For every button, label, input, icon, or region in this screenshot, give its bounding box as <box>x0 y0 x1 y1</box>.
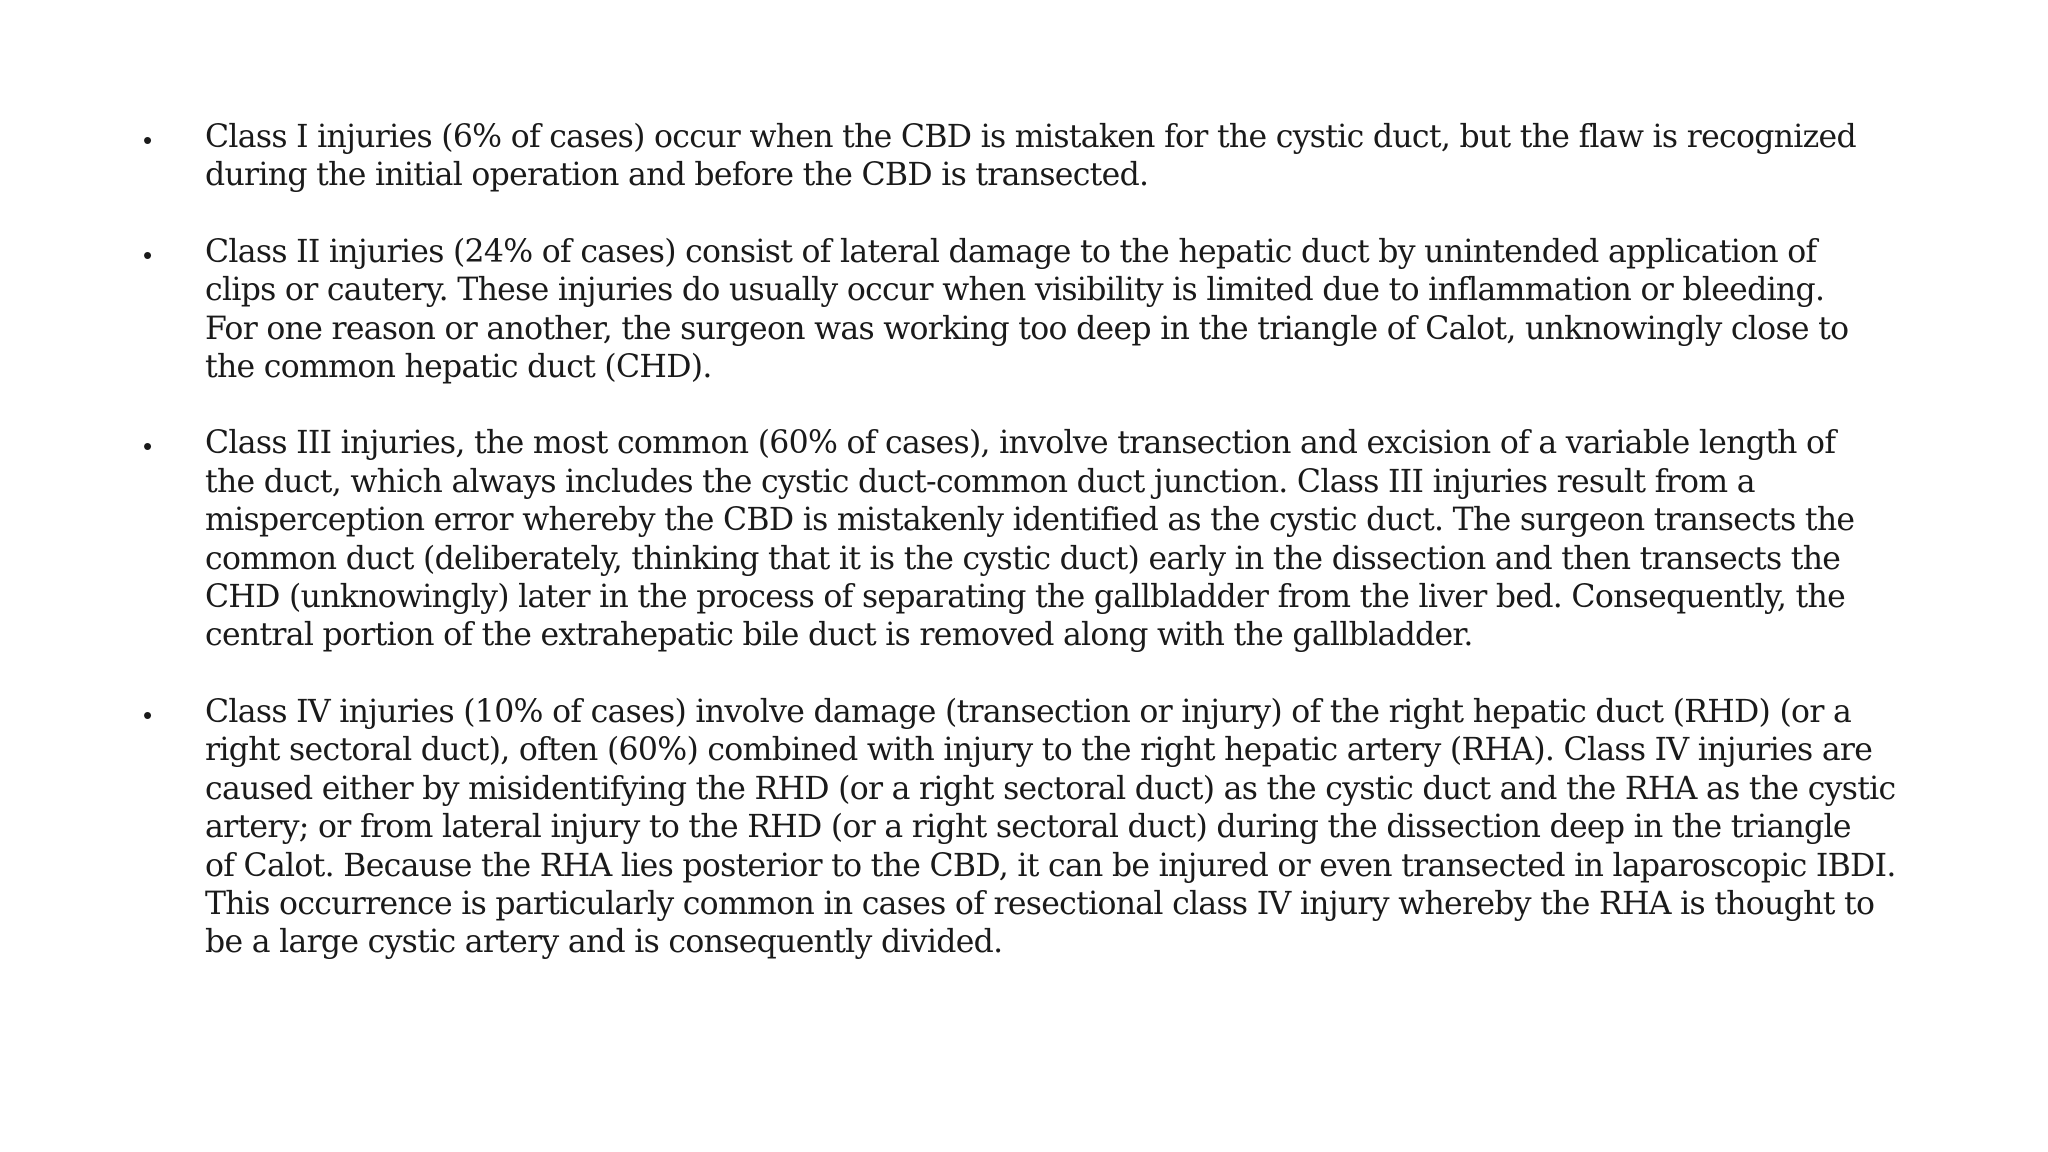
bullet-line: of Calot. Because the RHA lies posterior to the CBD, it can be injured or even transected in laparoscopic IBDI. <box>205 847 1896 884</box>
bullet-line: This occurrence is particularly common in cases of resectional class IV injury whereby the RHA is thought to <box>205 885 1875 922</box>
bullet-text <box>205 233 1955 387</box>
bullet-list <box>0 118 2048 1000</box>
bullet-line: during the initial operation and before the CBD is transected. <box>205 157 1149 194</box>
bullet-line: Class I injuries (6% of cases) occur when the CBD is mistaken for the cystic duct, but the flaw is recognized <box>205 119 1856 155</box>
bullet-line: clips or cautery. These injuries do usually occur when visibility is limited due to inflammation or bleeding. <box>205 272 1825 309</box>
bullet-marker: • <box>143 239 153 270</box>
bullet-line: Class III injuries, the most common (60% of cases), involve transection and excision of a variable length of <box>205 425 1836 462</box>
bullet-line: For one reason or another, the surgeon was working too deep in the triangle of Calot, unknowingly close to <box>205 310 1849 347</box>
bullet-item-class-3 <box>0 424 2048 654</box>
bullet-marker: • <box>143 699 153 730</box>
bullet-line: common duct (deliberately, thinking that it is the cystic duct) early in the dissection and then transects the <box>205 540 1841 577</box>
bullet-line: caused either by misidentifying the RHD (or a right sectoral duct) as the cystic duct and the RHA as the cystic <box>205 770 1896 807</box>
bullet-line: the duct, which always includes the cystic duct-common duct junction. Class III injuries result from a <box>205 463 1755 500</box>
bullet-line: the common hepatic duct (CHD). <box>205 349 712 386</box>
bullet-item-class-2 <box>0 233 2048 387</box>
bullet-line: central portion of the extrahepatic bile duct is removed along with the gallbladder. <box>205 617 1473 654</box>
bullet-text <box>205 118 1955 195</box>
bullet-line: Class II injuries (24% of cases) consist of lateral damage to the hepatic duct by unintended application of <box>205 233 1817 270</box>
bullet-text <box>205 424 1955 654</box>
bullet-line: Class IV injuries (10% of cases) involve damage (transection or injury) of the right hepatic duct (RHD) (or a <box>205 693 1852 730</box>
bullet-item-class-4 <box>0 693 2048 962</box>
bullet-marker: • <box>143 125 153 155</box>
bullet-marker: • <box>143 431 153 462</box>
bullet-line: be a large cystic artery and is consequently divided. <box>205 924 1003 961</box>
bullet-line: misperception error whereby the CBD is mistakenly identified as the cystic duct. The surgeon transects the <box>205 502 1855 539</box>
bullet-line: right sectoral duct), often (60%) combined with injury to the right hepatic artery (RHA). Class IV injuries are <box>205 732 1873 769</box>
bullet-line: artery; or from lateral injury to the RHD (or a right sectoral duct) during the dissection deep in the triangle <box>205 809 1851 846</box>
bullet-line: CHD (unknowingly) later in the process of separating the gallbladder from the liver bed. Consequently, the <box>205 579 1846 616</box>
bullet-item-class-1 <box>0 118 2048 195</box>
bullet-text <box>205 693 1955 962</box>
